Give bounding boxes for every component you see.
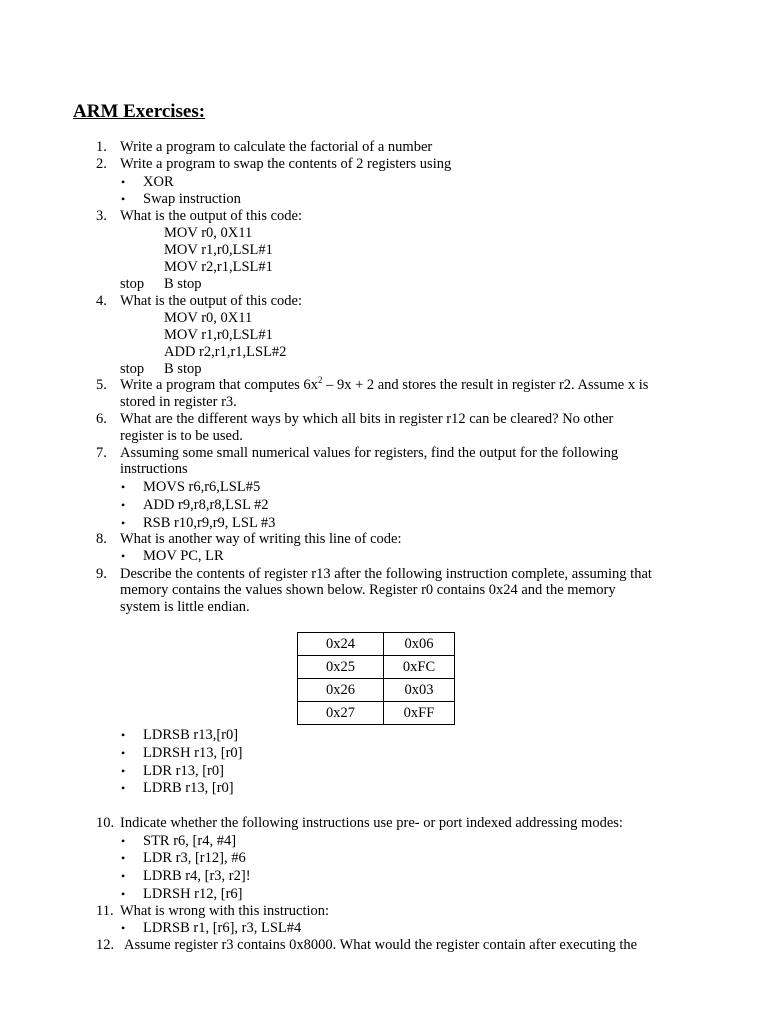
code-label: stop (120, 361, 145, 377)
address-cell: 0x27 (298, 702, 384, 725)
question-number: 4. (96, 293, 107, 309)
bullet-icon: • (121, 887, 126, 901)
question-text: What is another way of writing this line of code: (120, 531, 402, 547)
bullet-text: STR r6, [r4, #4] (143, 833, 237, 849)
value-cell: 0xFC (384, 656, 455, 679)
question-text: Write a program to swap the contents of 2 registers using (120, 156, 452, 172)
question-number: 1. (96, 139, 107, 155)
bullet-text: RSB r10,r9,r9, LSL #3 (143, 515, 276, 531)
bullet-text: LDR r3, [r12], #6 (143, 850, 246, 866)
question-number: 2. (96, 156, 107, 172)
value-cell: 0x03 (384, 679, 455, 702)
bullet-text: LDRB r4, [r3, r2]! (143, 868, 251, 884)
value-cell: 0x06 (384, 633, 455, 656)
bullet-text: LDRSB r1, [r6], r3, LSL#4 (143, 920, 302, 936)
bullet-text: MOVS r6,r6,LSL#5 (143, 479, 261, 495)
question-text: Describe the contents of register r13 after the following instruction complete, assuming that (120, 566, 652, 582)
question-number: 10. (96, 815, 115, 831)
bullet-icon: • (121, 192, 126, 206)
question-number: 9. (96, 566, 107, 582)
question-text: What is the output of this code: (120, 208, 303, 224)
bullet-text: ADD r9,r8,r8,LSL #2 (143, 497, 269, 513)
value-cell: 0xFF (384, 702, 455, 725)
question-number: 7. (96, 445, 107, 461)
question-text: Write a program that computes $6x^2 - 9x + 2$ and stores the result in register r2. Assume x is (120, 375, 649, 393)
question-number: 3. (96, 208, 107, 224)
exponent: 2 (317, 375, 323, 385)
bullet-text: LDR r13, [r0] (143, 763, 224, 779)
table-row (298, 633, 455, 656)
question-number: 5. (96, 377, 107, 393)
address-cell: 0x26 (298, 679, 384, 702)
bullet-icon: • (121, 175, 126, 189)
question-text: What are the different ways by which all bits in register r12 can be cleared? No other (120, 411, 614, 427)
bullet-icon: • (121, 921, 126, 935)
bullet-text: LDRB r13, [r0] (143, 780, 234, 796)
bullet-icon: • (121, 728, 126, 742)
bullet-text: LDRSH r12, [r6] (143, 886, 243, 902)
code-label: stop (120, 276, 145, 292)
bullet-icon: • (121, 480, 126, 494)
bullet-text: LDRSH r13, [r0] (143, 745, 243, 761)
question-text: Assume register r3 contains 0x8000. What would the register contain after executing the (124, 937, 638, 953)
bullet-text: XOR (143, 174, 174, 190)
page-title: ARM Exercises: (73, 101, 206, 122)
question-number: 11. (96, 903, 114, 919)
memory-table (297, 632, 455, 725)
bullet-icon: • (121, 869, 126, 883)
table-row (298, 656, 455, 679)
question-text: What is wrong with this instruction: (120, 903, 330, 919)
document-page: ARM Exercises: 1. Write a program to calculate the factorial of a number 2. Write a program to swap the contents of 2 registers using • XOR • Swap instruction 3. What is the output of this code: MOV r0, 0X11 MOV r1,r0,LSL#1 MOV r2,r1,LSL#1 stop B stop 4. What is the output of this code: MOV r0, 0X11 MOV r1,r0,LSL#1 ADD r2,r1,r1,LSL#2 stop B stop 5. Write a program that computes $6x^2 - 9x + 2$ and stores the result in register r2. Assume x is stored in register r3. 6. What are the different ways by which all bits in register r12 can be cleared? No other register is to be used. 7. Assuming some small numerical values for registers, find the output for the following instructions • MOVS r6,r6,LSL#5 • ADD r9,r8,r8,LSL #2 • RSB r10,r9,r9, LSL #3 8. What is another way of writing this line of code: • MOV PC, LR 9. Describe the contents of register r13 after the following instruction complete, assuming that memory contains the values shown below. Register r0 contains 0x24 and the memory system is little endian. 0x24 0x06 0x25 0xFC 0x26 0x03 0x27 0xFF • LDRSB r13,[r0] • LDRSH r13, [r0] • LDR r13, [r0] • LDRB r13, [r0] 10. Indicate whether the following instructions use pre- or port indexed addressing modes: • STR r6, [r4, #4] • LDR r3, [r12], #6 • LDRB r4, [r3, r2]! • LDRSH r12, [r6] 11. What is wrong with this instruction: • LDRSB r1, [r6], r3, LSL#4 12. Assume register r3 contains 0x8000. What would the register contain after executing the (73, 101, 652, 953)
table-row (298, 702, 455, 725)
question-number: 6. (96, 411, 107, 427)
bullet-icon: • (121, 851, 126, 865)
bullet-icon: • (121, 498, 126, 512)
question-text: Indicate whether the following instructions use pre- or port indexed addressing modes: (120, 815, 623, 831)
question-text: What is the output of this code: (120, 293, 303, 309)
bullet-text: LDRSB r13,[r0] (143, 727, 239, 743)
bullet-text: Swap instruction (143, 191, 241, 207)
question-text: Assuming some small numerical values for registers, find the output for the following (120, 445, 619, 461)
question-number: 8. (96, 531, 107, 547)
question-text: Write a program to calculate the factorial of a number (120, 139, 433, 155)
table-row (298, 679, 455, 702)
bullet-icon: • (121, 746, 126, 760)
bullet-icon: • (121, 516, 126, 530)
question-number: 12. (96, 937, 115, 953)
bullet-icon: • (121, 781, 126, 795)
bullet-icon: • (121, 764, 126, 778)
address-cell: 0x24 (298, 633, 384, 656)
address-cell: 0x25 (298, 656, 384, 679)
bullet-text: MOV PC, LR (143, 548, 224, 564)
bullet-icon: • (121, 834, 126, 848)
bullet-icon: • (121, 549, 126, 563)
